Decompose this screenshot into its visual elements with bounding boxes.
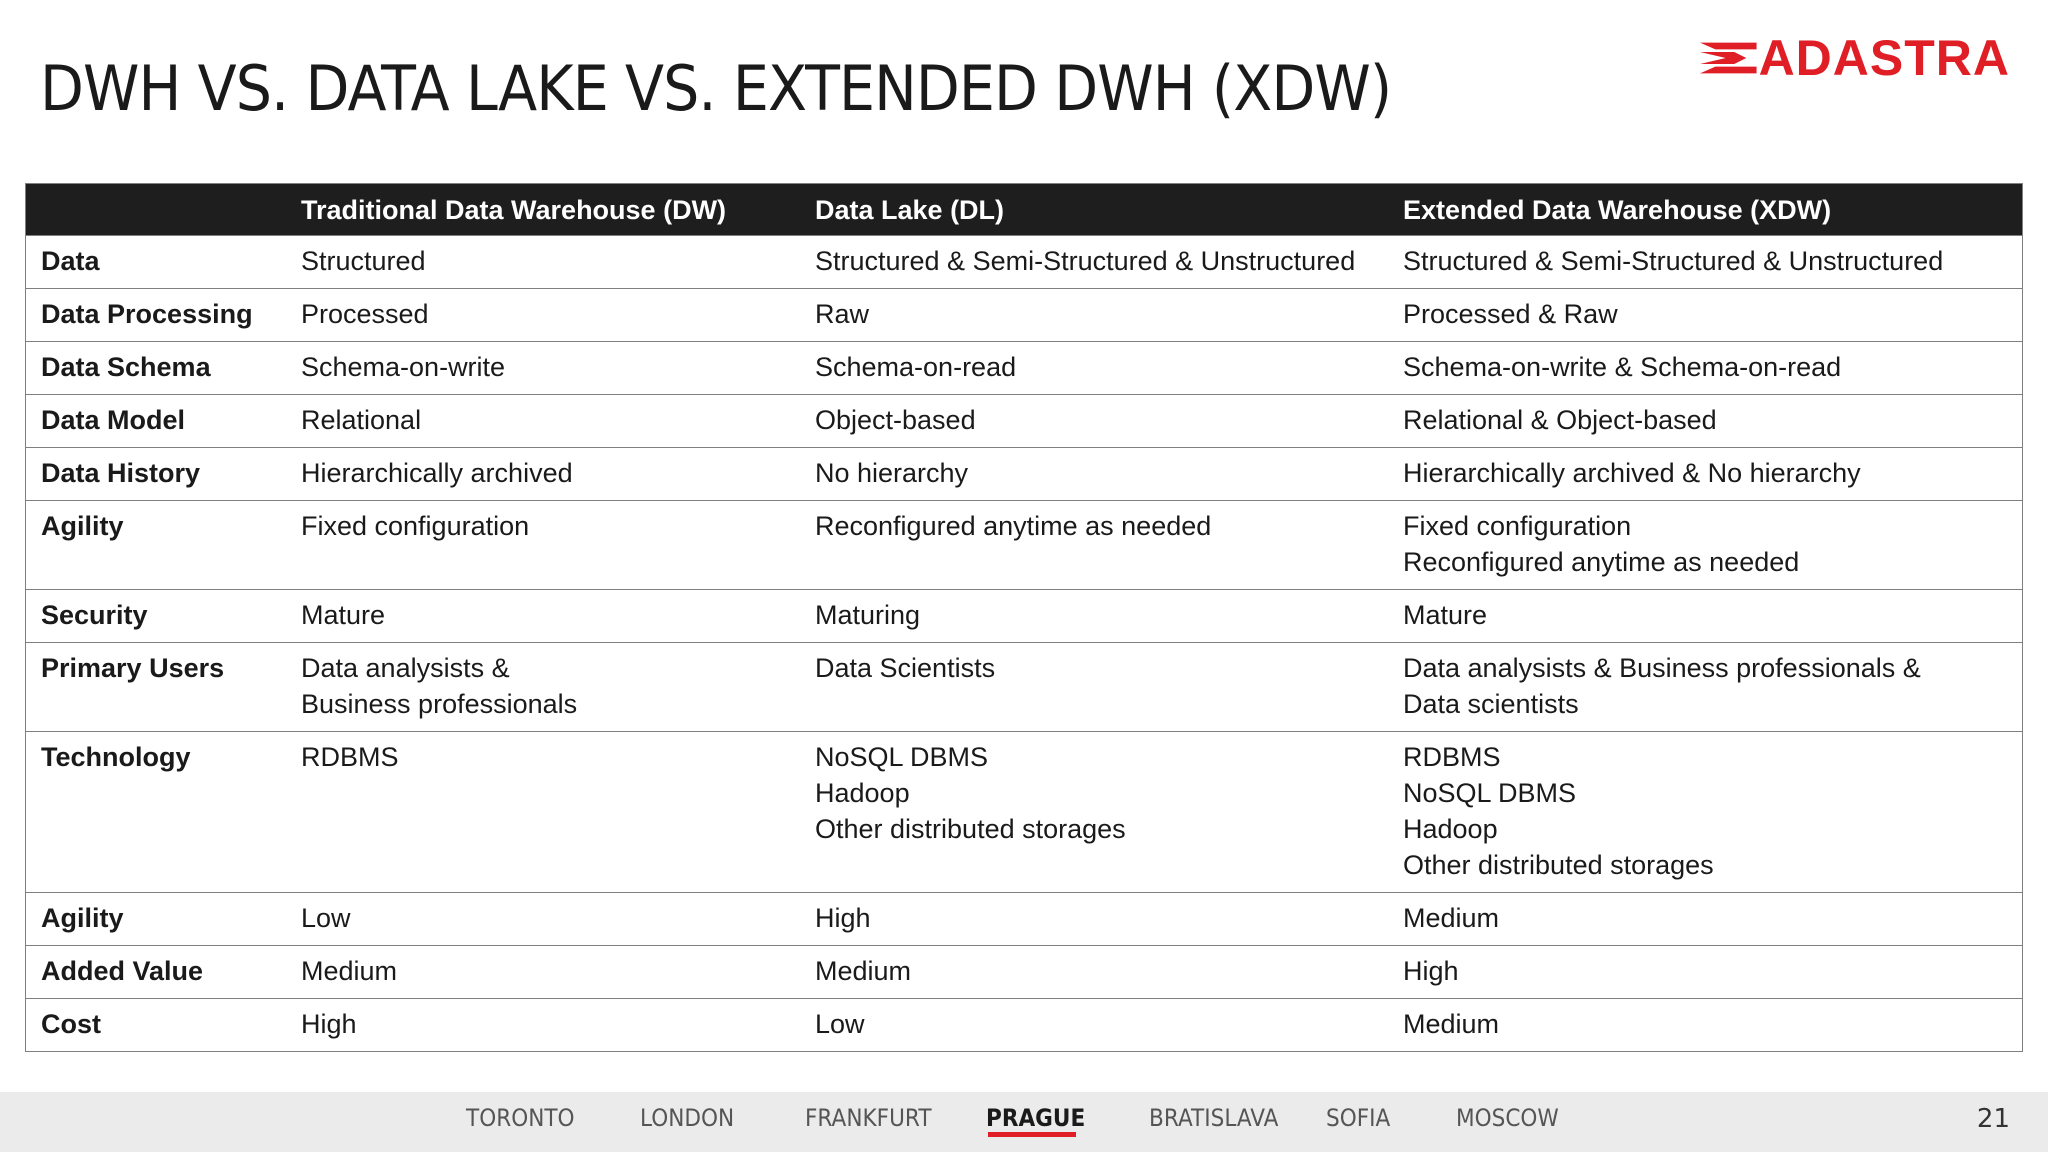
cell-dl	[815, 946, 1403, 999]
cell-dw	[301, 643, 815, 732]
cell-line: Other distributed storages	[1403, 850, 1714, 880]
cell-dl	[815, 448, 1403, 501]
cell-line: NoSQL DBMS	[1403, 778, 1577, 808]
cell-line: Medium	[301, 956, 398, 986]
cell-xdw	[1403, 501, 2023, 590]
cell-line: Hadoop	[1403, 814, 1498, 844]
table-row	[26, 395, 2023, 448]
cell-line: High	[301, 1009, 357, 1039]
table-body	[26, 236, 2023, 1052]
row-label: Security	[41, 600, 148, 630]
cell-line: Relational & Object-based	[1403, 405, 1717, 435]
table-row	[26, 590, 2023, 643]
cell-line: Data analysists & Business professionals &	[1403, 653, 1921, 683]
adastra-logo	[1700, 30, 2010, 86]
cell-xdw	[1403, 289, 2023, 342]
active-city-underline	[988, 1132, 1076, 1137]
row-label: Data History	[41, 458, 201, 488]
cell-dl	[815, 590, 1403, 643]
table-row	[26, 893, 2023, 946]
table-row	[26, 643, 2023, 732]
cell-line: High	[815, 903, 871, 933]
cell-line: Medium	[815, 956, 912, 986]
adastra-logo-text: ADASTRA	[1758, 30, 2010, 86]
cell-line: Object-based	[815, 405, 976, 435]
cell-dw	[301, 893, 815, 946]
slide-title: DWH VS. DATA LAKE VS. EXTENDED DWH (XDW)	[40, 52, 1392, 125]
cell-dl	[815, 395, 1403, 448]
cell-line: No hierarchy	[815, 458, 969, 488]
cell-line: Maturing	[815, 600, 921, 630]
cell-xdw	[1403, 893, 2023, 946]
cell-line: Raw	[815, 299, 870, 329]
city-toronto[interactable]: TORONTO	[466, 1104, 575, 1132]
row-label: Agility	[41, 511, 124, 541]
row-label: Data Model	[41, 405, 186, 435]
cell-line: Schema-on-write & Schema-on-read	[1403, 352, 1842, 382]
header-empty	[26, 184, 302, 236]
cell-line: NoSQL DBMS	[815, 742, 989, 772]
cell-line: Structured & Semi-Structured & Unstructured	[1403, 246, 1944, 276]
cell-line: Reconfigured anytime as needed	[1403, 547, 1800, 577]
cell-xdw	[1403, 395, 2023, 448]
cell-dw	[301, 732, 815, 893]
table-row	[26, 236, 2023, 289]
row-label: Agility	[41, 903, 124, 933]
city-moscow[interactable]: MOSCOW	[1456, 1104, 1559, 1132]
cell-line: Data Scientists	[815, 653, 996, 683]
row-label: Added Value	[41, 956, 204, 986]
cell-dw	[301, 395, 815, 448]
cell-dw	[301, 501, 815, 590]
cell-line: Medium	[1403, 903, 1500, 933]
cell-line: Schema-on-write	[301, 352, 506, 382]
cell-dl	[815, 236, 1403, 289]
cell-dw	[301, 342, 815, 395]
cell-dw	[301, 236, 815, 289]
cell-dl	[815, 501, 1403, 590]
cell-line: Fixed configuration	[301, 511, 530, 541]
cell-line: Processed	[301, 299, 429, 329]
cell-xdw	[1403, 643, 2023, 732]
cell-dl	[815, 289, 1403, 342]
city-bratislava[interactable]: BRATISLAVA	[1149, 1104, 1279, 1132]
cell-line: Hierarchically archived	[301, 458, 573, 488]
header-dl: Data Lake (DL)	[815, 184, 1403, 236]
cell-dw	[301, 590, 815, 643]
cell-line: Structured	[301, 246, 426, 276]
cell-line: Medium	[1403, 1009, 1500, 1039]
footer-bar	[0, 1092, 2048, 1152]
city-frankfurt[interactable]: FRANKFURT	[805, 1104, 932, 1132]
cell-xdw	[1403, 236, 2023, 289]
city-sofia[interactable]: SOFIA	[1326, 1104, 1391, 1132]
cell-dl	[815, 999, 1403, 1052]
cell-line: Fixed configuration	[1403, 511, 1632, 541]
cell-line: Data scientists	[1403, 689, 1579, 719]
cell-line: Mature	[1403, 600, 1488, 630]
row-label: Cost	[41, 1009, 101, 1039]
cell-line: Processed & Raw	[1403, 299, 1618, 329]
cell-line: Hadoop	[815, 778, 910, 808]
table-row	[26, 732, 2023, 893]
cell-xdw	[1403, 946, 2023, 999]
header-xdw: Extended Data Warehouse (XDW)	[1403, 184, 2023, 236]
cell-dw	[301, 999, 815, 1052]
cell-line: Reconfigured anytime as needed	[815, 511, 1212, 541]
cell-line: High	[1403, 956, 1459, 986]
table-row	[26, 289, 2023, 342]
page-number: 21	[1976, 1104, 2010, 1134]
row-label: Technology	[41, 742, 191, 772]
cell-xdw	[1403, 590, 2023, 643]
cell-line: Data analysists &	[301, 653, 510, 683]
row-label: Primary Users	[41, 653, 225, 683]
cell-dw	[301, 946, 815, 999]
row-label: Data Schema	[41, 352, 211, 382]
cell-line: Structured & Semi-Structured & Unstructured	[815, 246, 1356, 276]
cell-line: Low	[301, 903, 351, 933]
city-london[interactable]: LONDON	[640, 1104, 735, 1132]
city-prague[interactable]: PRAGUE	[986, 1104, 1086, 1132]
adastra-logo-icon	[1700, 38, 1757, 78]
table-row	[26, 999, 2023, 1052]
table-row	[26, 501, 2023, 590]
cell-dl	[815, 893, 1403, 946]
row-label: Data	[41, 246, 100, 276]
cell-xdw	[1403, 732, 2023, 893]
comparison-table	[25, 183, 2023, 1052]
table-header-row	[26, 184, 2023, 236]
cell-line: Mature	[301, 600, 386, 630]
cell-line: RDBMS	[301, 742, 399, 772]
cell-dl	[815, 342, 1403, 395]
cell-line: Business professionals	[301, 689, 578, 719]
cell-line: RDBMS	[1403, 742, 1501, 772]
cell-xdw	[1403, 342, 2023, 395]
cell-xdw	[1403, 999, 2023, 1052]
row-label: Data Processing	[41, 299, 253, 329]
cell-dw	[301, 289, 815, 342]
cell-xdw	[1403, 448, 2023, 501]
cell-line: Relational	[301, 405, 422, 435]
cell-line: Low	[815, 1009, 865, 1039]
cell-line: Hierarchically archived & No hierarchy	[1403, 458, 1861, 488]
cell-dl	[815, 643, 1403, 732]
header-dw: Traditional Data Warehouse (DW)	[301, 184, 815, 236]
cell-dw	[301, 448, 815, 501]
table-row	[26, 448, 2023, 501]
table-row	[26, 342, 2023, 395]
cell-dl	[815, 732, 1403, 893]
table-row	[26, 946, 2023, 999]
cell-line: Schema-on-read	[815, 352, 1017, 382]
cell-line: Other distributed storages	[815, 814, 1126, 844]
